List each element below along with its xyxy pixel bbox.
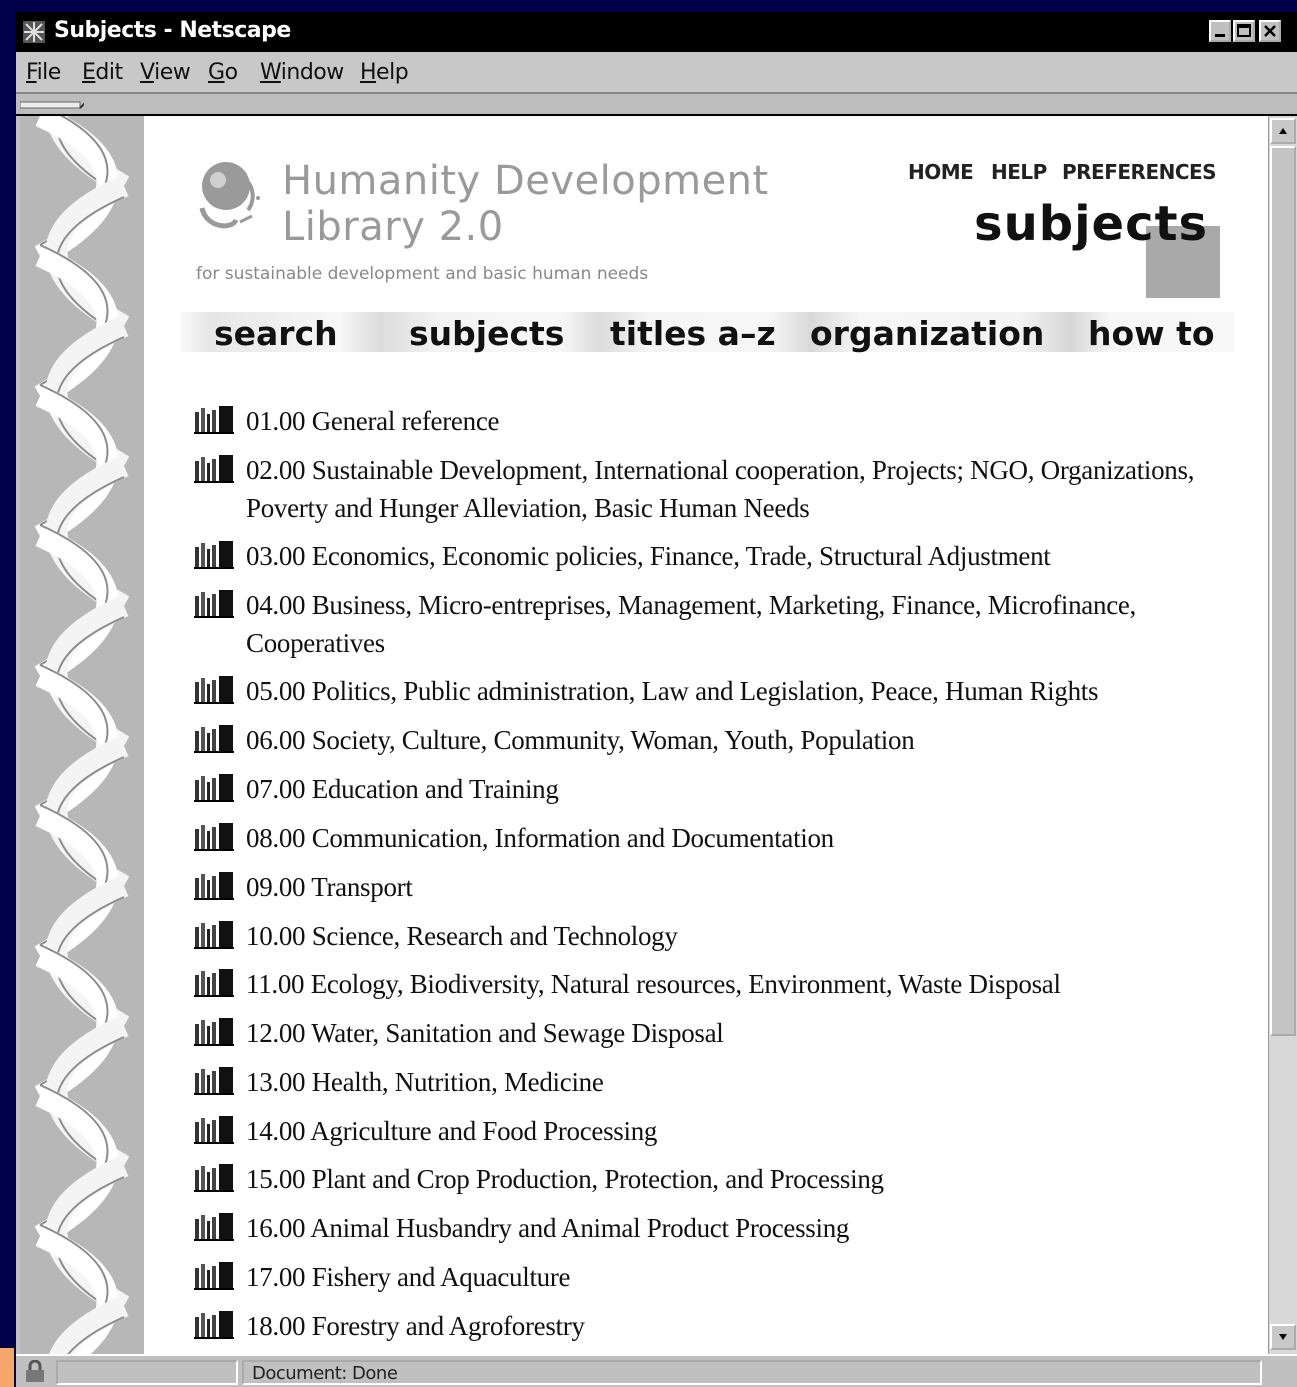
subject-label[interactable]: 05.00 Politics, Public administration, Law and Legislation, Peace, Human Rights — [246, 676, 1099, 706]
bookshelf-icon — [194, 725, 234, 753]
toolbar-grip-icon[interactable] — [20, 100, 84, 110]
menu-edit[interactable] — [82, 60, 123, 85]
status-progress-panel — [56, 1360, 238, 1385]
menu-file[interactable] — [26, 60, 61, 85]
menu-window[interactable] — [260, 60, 344, 85]
status-message-panel — [242, 1360, 1262, 1385]
menu-edit-label: dit — [95, 60, 123, 85]
menu-go[interactable] — [208, 60, 238, 85]
bookshelf-icon — [194, 1067, 234, 1095]
close-icon — [1261, 22, 1279, 40]
bookshelf-icon — [194, 406, 234, 434]
subject-label[interactable]: 10.00 Science, Research and Technology — [246, 921, 678, 951]
bookshelf-icon — [194, 872, 234, 900]
browser-window — [16, 12, 1297, 1387]
subject-label[interactable]: 18.00 Forestry and Agroforestry — [246, 1311, 585, 1341]
minimize-button[interactable] — [1209, 20, 1231, 42]
subject-label[interactable]: 01.00 General reference — [246, 406, 500, 436]
menu-view-mnemonic: V — [140, 60, 155, 85]
navigation-bar — [180, 312, 1234, 352]
status-bar — [16, 1354, 1297, 1387]
bookshelf-icon — [194, 774, 234, 802]
menu-bar — [16, 52, 1297, 94]
desktop-edge — [0, 1348, 14, 1387]
menu-go-label: o — [224, 60, 238, 85]
subject-label[interactable]: 14.00 Agriculture and Food Processing — [246, 1116, 658, 1146]
menu-window-mnemonic: W — [260, 60, 281, 85]
subject-label[interactable]: 16.00 Animal Husbandry and Animal Product Processing — [246, 1213, 850, 1243]
menu-view-label: iew — [154, 60, 191, 85]
scroll-down-button[interactable] — [1270, 1324, 1296, 1350]
page-heading: subjects — [974, 196, 1209, 252]
bookshelf-icon — [194, 1018, 234, 1046]
collapsed-toolbar[interactable] — [16, 94, 1297, 116]
bookshelf-icon — [194, 1116, 234, 1144]
bookshelf-icon — [194, 1311, 234, 1339]
decorative-braid — [20, 116, 144, 1354]
home-link[interactable]: HOME — [908, 160, 974, 184]
subject-label[interactable]: 08.00 Communication, Information and Documentation — [246, 823, 834, 853]
subject-label[interactable]: 04.00 Business, Micro-entreprises, Management, Marketing, Finance, Microfinance, Cooperatives — [246, 590, 1137, 658]
maximize-button[interactable] — [1233, 20, 1255, 42]
vertical-scrollbar[interactable] — [1268, 116, 1297, 1354]
subject-label[interactable]: 11.00 Ecology, Biodiversity, Natural resources, Environment, Waste Disposal — [246, 969, 1061, 999]
scroll-up-button[interactable] — [1270, 118, 1296, 144]
menu-help-label: elp — [376, 60, 409, 85]
bookshelf-icon — [194, 1262, 234, 1290]
menu-file-label: ile — [36, 60, 61, 85]
tab-titles-a-z[interactable]: titles a–z — [610, 314, 776, 353]
title-bar[interactable] — [16, 12, 1297, 52]
subject-label[interactable]: 06.00 Society, Culture, Community, Woman, Youth, Population — [246, 725, 915, 755]
subject-label[interactable]: 03.00 Economics, Economic policies, Finance, Trade, Structural Adjustment — [246, 541, 1051, 571]
menu-help-mnemonic: H — [360, 60, 377, 85]
bookshelf-icon — [194, 1213, 234, 1241]
bookshelf-icon — [194, 676, 234, 704]
window-title: Subjects - Netscape — [54, 18, 291, 43]
subject-label[interactable]: 13.00 Health, Nutrition, Medicine — [246, 1067, 604, 1097]
menu-help[interactable] — [360, 60, 408, 85]
subject-label[interactable]: 17.00 Fishery and Aquaculture — [246, 1262, 571, 1292]
tab-subjects[interactable]: subjects — [409, 314, 565, 353]
close-button[interactable] — [1259, 20, 1281, 42]
library-logo-icon — [196, 156, 274, 236]
arrow-up-icon — [1272, 120, 1294, 142]
scrollbar-thumb[interactable] — [1270, 146, 1296, 1036]
security-lock-icon[interactable] — [22, 1360, 50, 1384]
subject-label[interactable]: 12.00 Water, Sanitation and Sewage Disposal — [246, 1018, 724, 1048]
bookshelf-icon — [194, 590, 234, 618]
logo-tagline: for sustainable development and basic human needs — [196, 264, 649, 284]
menu-go-mnemonic: G — [208, 60, 225, 85]
help-link[interactable]: HELP — [991, 160, 1047, 184]
menu-view[interactable] — [140, 60, 190, 85]
bookshelf-icon — [194, 541, 234, 569]
bookshelf-icon — [194, 823, 234, 851]
bookshelf-icon — [194, 921, 234, 949]
tab-organization[interactable]: organization — [810, 314, 1045, 353]
logo-title-line1: Humanity Development — [282, 158, 769, 204]
tab-search[interactable]: search — [214, 314, 338, 353]
maximize-icon — [1235, 22, 1253, 40]
logo-title-line2: Library 2.0 — [282, 204, 504, 250]
bookshelf-icon — [194, 969, 234, 997]
subject-label[interactable]: 02.00 Sustainable Development, International cooperation, Projects; NGO, Organizations, Poverty and Hunger Alleviation, Basic Human Needs — [246, 455, 1195, 523]
netscape-icon — [22, 20, 46, 44]
preferences-link[interactable]: PREFERENCES — [1062, 160, 1217, 184]
subject-label[interactable]: 15.00 Plant and Crop Production, Protection, and Processing — [246, 1164, 884, 1194]
menu-window-label: indow — [280, 60, 344, 85]
minimize-icon — [1211, 22, 1229, 40]
tab-how-to[interactable]: how to — [1088, 314, 1215, 353]
menu-file-mnemonic: F — [26, 60, 37, 85]
subject-label[interactable]: 09.00 Transport — [246, 872, 413, 902]
menu-edit-mnemonic: E — [82, 60, 96, 85]
bookshelf-icon — [194, 455, 234, 483]
page-content — [20, 116, 1268, 1354]
arrow-down-icon — [1272, 1326, 1294, 1348]
bookshelf-icon — [194, 1164, 234, 1192]
status-text: Document: Done — [252, 1363, 398, 1384]
subject-label[interactable]: 07.00 Education and Training — [246, 774, 559, 804]
